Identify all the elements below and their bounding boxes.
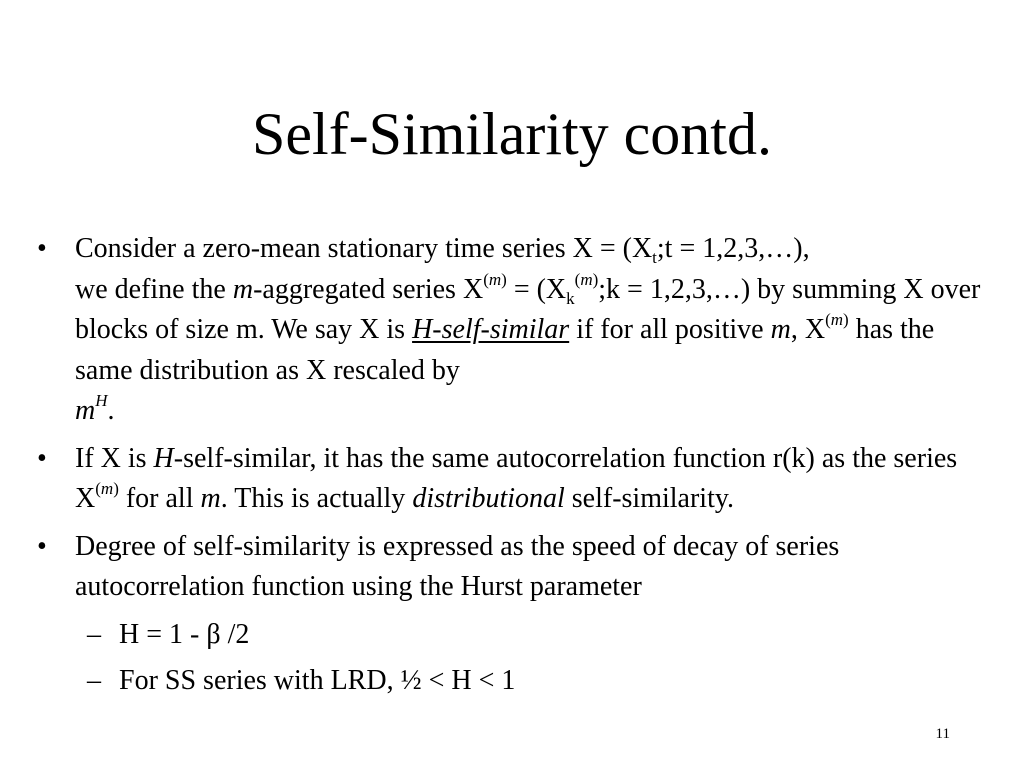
bullet-mark: • xyxy=(37,442,47,474)
bullet-item-autocorrelation xyxy=(37,439,987,520)
superscript-m: (m) xyxy=(95,479,119,498)
bullet-mark: • xyxy=(37,530,47,562)
sub-bullet-mark: – xyxy=(87,665,101,696)
emphasis-distributional: distributional xyxy=(412,483,565,514)
beta-symbol: β xyxy=(206,618,221,650)
italic-m: m xyxy=(232,273,254,305)
emphasis-h-self-similar: H-self-similar xyxy=(412,314,570,345)
bullet-text: If X is H-self-similar, it has the same autocorrelation function r(k) as the series $X^{(m)}$ for all m. This is actually distributional self-similarity. xyxy=(75,442,958,514)
page-number: 11 xyxy=(935,726,950,742)
bullet-item-aggregated-series xyxy=(37,229,987,432)
bullet-item-hurst xyxy=(37,527,987,608)
bullet-mark: • xyxy=(37,233,47,264)
slide-title: Self-Similarity contd. xyxy=(252,101,772,167)
bullet-text: Degree of self-similarity is expressed as the speed of decay of series autocorrelation function using the Hurst parameter xyxy=(75,530,840,602)
subscript-k: k xyxy=(566,288,575,308)
sub-item-lrd-range xyxy=(37,661,987,702)
italic-m: m xyxy=(770,314,791,345)
sub-bullet-text: H = 1 - β /2 xyxy=(119,618,250,650)
superscript-m: (m) xyxy=(574,269,599,289)
sub-item-hurst-formula xyxy=(37,615,987,656)
superscript-m: (m) xyxy=(825,310,849,329)
subscript-t: t xyxy=(652,248,657,267)
slide-body xyxy=(37,229,987,708)
superscript-m: (m) xyxy=(483,269,507,289)
italic-m: m xyxy=(200,483,221,514)
bullet-text: Consider a zero-mean stationary time series $X = (X_t;t$ = 1,2,3,…), we define the m-aggregated series $X^{(m)}$ = ($X_k^{(m)};k$ = 1,2,3,…) by summing X over blocks of size m. We say X is H-self-similar if for all positive m, $X^{(m)}$ has the same distribution as X rescaled by $m^H$. xyxy=(75,233,981,426)
superscript-h: H xyxy=(95,391,108,410)
sub-bullet-mark: – xyxy=(87,618,101,650)
italic-h: H xyxy=(153,442,174,474)
italic-m: m xyxy=(75,395,96,426)
sub-bullet-text: For SS series with LRD, ½ < H < 1 xyxy=(119,665,516,696)
